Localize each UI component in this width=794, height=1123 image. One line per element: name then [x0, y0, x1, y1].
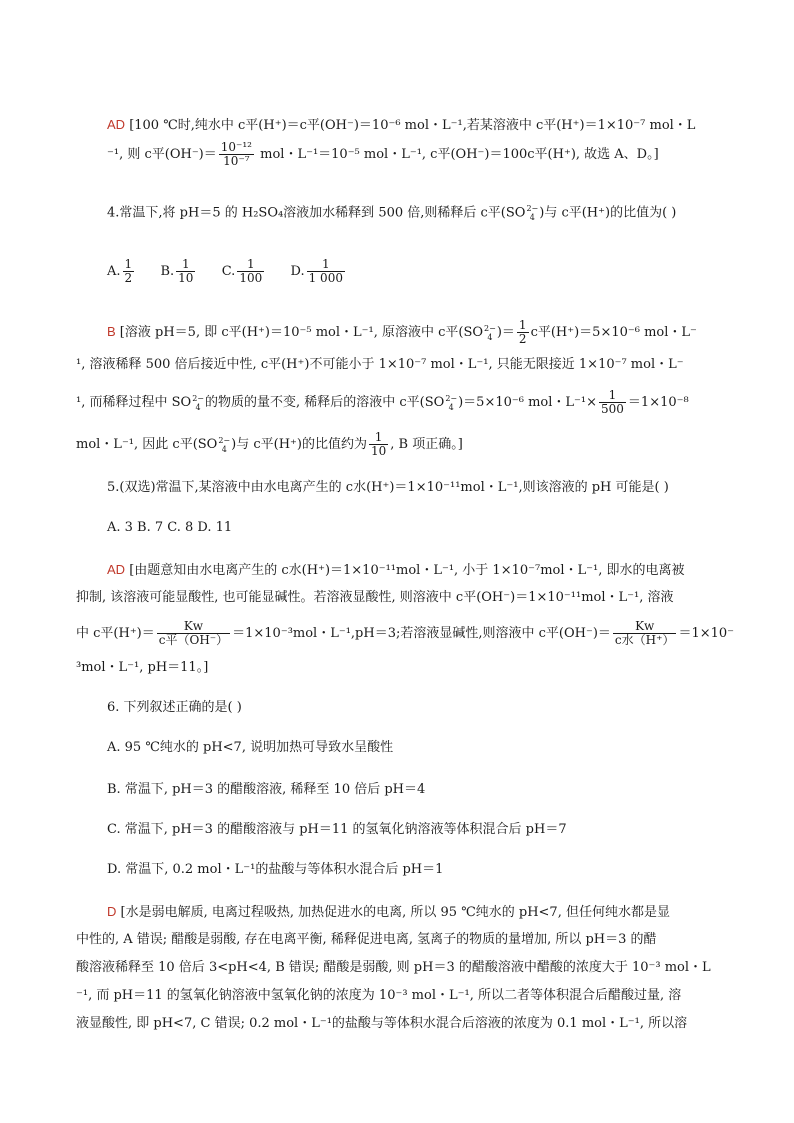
option-a[interactable]	[107, 257, 136, 285]
answer-q6-line5	[76, 1016, 687, 1032]
ion-bottom: 4	[195, 402, 201, 412]
numerator: 1	[307, 258, 345, 272]
answer-q5-line3	[76, 620, 734, 647]
denominator: 2	[124, 271, 133, 285]
option-b[interactable]	[160, 257, 197, 285]
ion-charge	[445, 394, 457, 412]
denominator: 10	[178, 271, 194, 285]
question-5	[107, 480, 669, 496]
ion-charge	[526, 204, 538, 222]
explanation-text: ＝1×10⁻³mol・L⁻¹,pH＝3;若溶液显碱性,则溶液中 c平(OH⁻)＝	[232, 626, 611, 641]
answer-label: D	[107, 904, 117, 919]
explanation-text: 酸溶液稀释至 10 倍后 3<pH<4, B 错误; 醋酸是弱酸, 则 pH＝3 的醋酸溶液中醋酸的浓度大于 10⁻³ mol・L	[76, 960, 711, 975]
answer-q4-line4	[76, 431, 463, 458]
explanation-text: )＝	[496, 325, 515, 340]
fraction	[176, 258, 195, 285]
explanation-text: ＝1×10⁻	[678, 626, 735, 641]
answer-label: AD	[107, 562, 126, 577]
answer-q5-line1	[107, 562, 685, 579]
question-6	[107, 700, 242, 716]
numerator: 1	[599, 389, 626, 403]
ion-bottom: 4	[529, 213, 535, 222]
answer-q3-line2	[107, 141, 659, 168]
question-text: 5.(双选)常温下,某溶液中由水电离产生的 c水(H⁺)＝1×10⁻¹¹mol・L⁻¹,则该溶液的 pH 可能是( )	[107, 480, 669, 495]
fraction	[599, 389, 626, 416]
ion-top: 2−	[526, 204, 539, 213]
denominator: 500	[601, 402, 624, 416]
ion-bottom: 4	[448, 402, 454, 412]
explanation-text: ＝1×10⁻⁸	[627, 395, 689, 410]
answer-q4-line3	[76, 389, 689, 416]
numerator: 1	[124, 257, 133, 271]
fraction	[307, 258, 345, 285]
explanation-text: )＝5×10⁻⁶ mol・L⁻¹×	[458, 395, 598, 410]
explanation-text: )与 c平(H⁺)的比值约为	[231, 437, 367, 452]
fraction	[369, 431, 388, 458]
explanation-text: ¹, 溶液稀释 500 倍后接近中性, c平(H⁺)不可能小于 1×10⁻⁷ mol・L⁻¹, 只能无限接近 1×10⁻⁷ mol・L⁻	[76, 357, 684, 372]
explanation-text: [溶液 pH＝5, 即 c平(H⁺)＝10⁻⁵ mol・L⁻¹, 原溶液中 c平(SO	[115, 325, 484, 340]
option-6a[interactable]	[107, 740, 393, 756]
answer-q5-line4	[76, 660, 208, 676]
ion-charge	[484, 324, 496, 342]
ion-top: 2−	[218, 435, 231, 445]
explanation-text: mol・L⁻¹, 因此 c平(SO	[76, 437, 218, 452]
question-4	[107, 204, 676, 222]
answer-label: AD	[107, 117, 126, 132]
option-d[interactable]	[290, 257, 347, 285]
explanation-text: , B 项正确。]	[390, 437, 463, 452]
ion-charge	[218, 436, 230, 454]
option-text: C. 常温下, pH＝3 的醋酸溶液与 pH＝11 的氢氧化钠溶液等体积混合后 pH＝7	[107, 822, 567, 837]
question-text: 6. 下列叙述正确的是( )	[107, 700, 242, 715]
denominator: 1 000	[308, 271, 343, 285]
explanation-text: [水是弱电解质, 电离过程吸热, 加热促进水的电离, 所以 95 ℃纯水的 pH<7, 但任何纯水都是显	[116, 905, 670, 920]
explanation-text: [100 ℃时,纯水中 c平(H⁺)＝c平(OH⁻)＝10⁻⁶ mol・L⁻¹,若某溶液中 c平(H⁺)＝1×10⁻⁷ mol・L	[125, 118, 696, 133]
option-6d[interactable]	[107, 862, 443, 878]
numerator: 1	[237, 258, 264, 272]
explanation-text: 中性的, A 错误; 醋酸是弱酸, 存在电离平衡, 稀释促进电离, 氢离子的物质的量增加, 所以 pH＝3 的醋	[76, 932, 657, 947]
fraction	[219, 141, 254, 168]
denominator: c水（H⁺）	[614, 633, 675, 647]
option-6b[interactable]	[107, 782, 425, 798]
question-text: 4.常温下,将 pH＝5 的 H₂SO₄溶液加水稀释到 500 倍,则稀释后 c平(SO	[107, 205, 526, 221]
numerator: 1	[369, 431, 388, 445]
answer-label: B	[107, 324, 116, 339]
answer-q3-line1	[107, 117, 695, 134]
option-c[interactable]	[221, 257, 267, 285]
option-label: C.	[221, 264, 236, 279]
fraction	[517, 319, 529, 346]
options-text: A. 3 B. 7 C. 8 D. 11	[107, 520, 233, 535]
ion-charge	[192, 394, 204, 412]
numerator: 1	[176, 258, 195, 272]
ion-top: 2−	[192, 393, 204, 403]
explanation-text: 中 c平(H⁺)＝	[76, 626, 155, 641]
answer-q4-line2	[76, 357, 684, 373]
ion-top: 2−	[484, 323, 496, 333]
denominator: 100	[239, 271, 263, 285]
option-label: A.	[107, 264, 121, 279]
fraction	[613, 620, 677, 647]
explanation-text: c平(H⁺)＝5×10⁻⁶ mol・L⁻	[530, 325, 697, 340]
explanation-text: ⁻¹, 则 c平(OH⁻)＝	[107, 147, 217, 162]
explanation-text: 液显酸性, 即 pH<7, C 错误; 0.2 mol・L⁻¹的盐酸与等体积水混合后溶液的浓度为 0.1 mol・L⁻¹, 所以溶	[76, 1016, 688, 1031]
denominator: c平（OH⁻）	[158, 633, 229, 647]
explanation-text: mol・L⁻¹＝10⁻⁵ mol・L⁻¹, c平(OH⁻)＝100c平(H⁺), 故选 A、D。]	[256, 147, 659, 162]
numerator: 10⁻¹²	[220, 140, 252, 154]
answer-q6-line2	[76, 932, 657, 948]
answer-q5-line2	[76, 590, 673, 606]
explanation-text: [由题意知由水电离产生的 c水(H⁺)＝1×10⁻¹¹mol・L⁻¹, 小于 1×10⁻⁷mol・L⁻¹, 即水的电离被	[125, 563, 685, 578]
answer-q6-line4	[76, 988, 681, 1004]
fraction	[123, 258, 135, 285]
explanation-text: 抑制, 该溶液可能显酸性, 也可能显碱性。若溶液显酸性, 则溶液中 c平(OH⁻)＝1×10⁻¹¹mol・L⁻¹, 溶液	[76, 590, 674, 605]
denominator: 10	[370, 444, 387, 458]
options-q5[interactable]	[107, 520, 232, 536]
question-text: )与 c平(H⁺)的比值为( )	[539, 205, 677, 221]
option-label: D.	[290, 264, 305, 279]
fraction	[237, 258, 264, 285]
option-text: B. 常温下, pH＝3 的醋酸溶液, 稀释至 10 倍后 pH＝4	[107, 782, 426, 797]
answer-q6-line3	[76, 960, 711, 976]
ion-bottom: 4	[487, 332, 493, 342]
option-label: B.	[160, 264, 175, 279]
explanation-text: 的物质的量不变, 稀释后的溶液中 c平(SO	[204, 395, 445, 410]
answer-q4-line1	[107, 319, 697, 346]
denominator: 10⁻⁷	[223, 154, 250, 168]
answer-q6-line1	[107, 904, 670, 921]
explanation-text: ¹, 而稀释过程中 SO	[76, 395, 192, 410]
explanation-text: ³mol・L⁻¹, pH＝11。]	[76, 660, 209, 675]
explanation-text: ⁻¹, 而 pH＝11 的氢氧化钠溶液中氢氧化钠的浓度为 10⁻³ mol・L⁻¹, 所以二者等体积混合后醋酸过量, 溶	[76, 988, 682, 1003]
option-text: D. 常温下, 0.2 mol・L⁻¹的盐酸与等体积水混合后 pH＝1	[107, 862, 444, 877]
option-6c[interactable]	[107, 822, 567, 838]
numerator: Kw	[613, 620, 677, 634]
fraction	[157, 620, 230, 647]
options-q4	[107, 258, 347, 285]
numerator: 1	[518, 318, 527, 332]
numerator: Kw	[157, 620, 230, 634]
ion-top: 2−	[445, 393, 458, 403]
ion-bottom: 4	[221, 444, 227, 454]
denominator: 2	[518, 332, 527, 346]
option-text: A. 95 ℃纯水的 pH<7, 说明加热可导致水呈酸性	[107, 740, 394, 755]
